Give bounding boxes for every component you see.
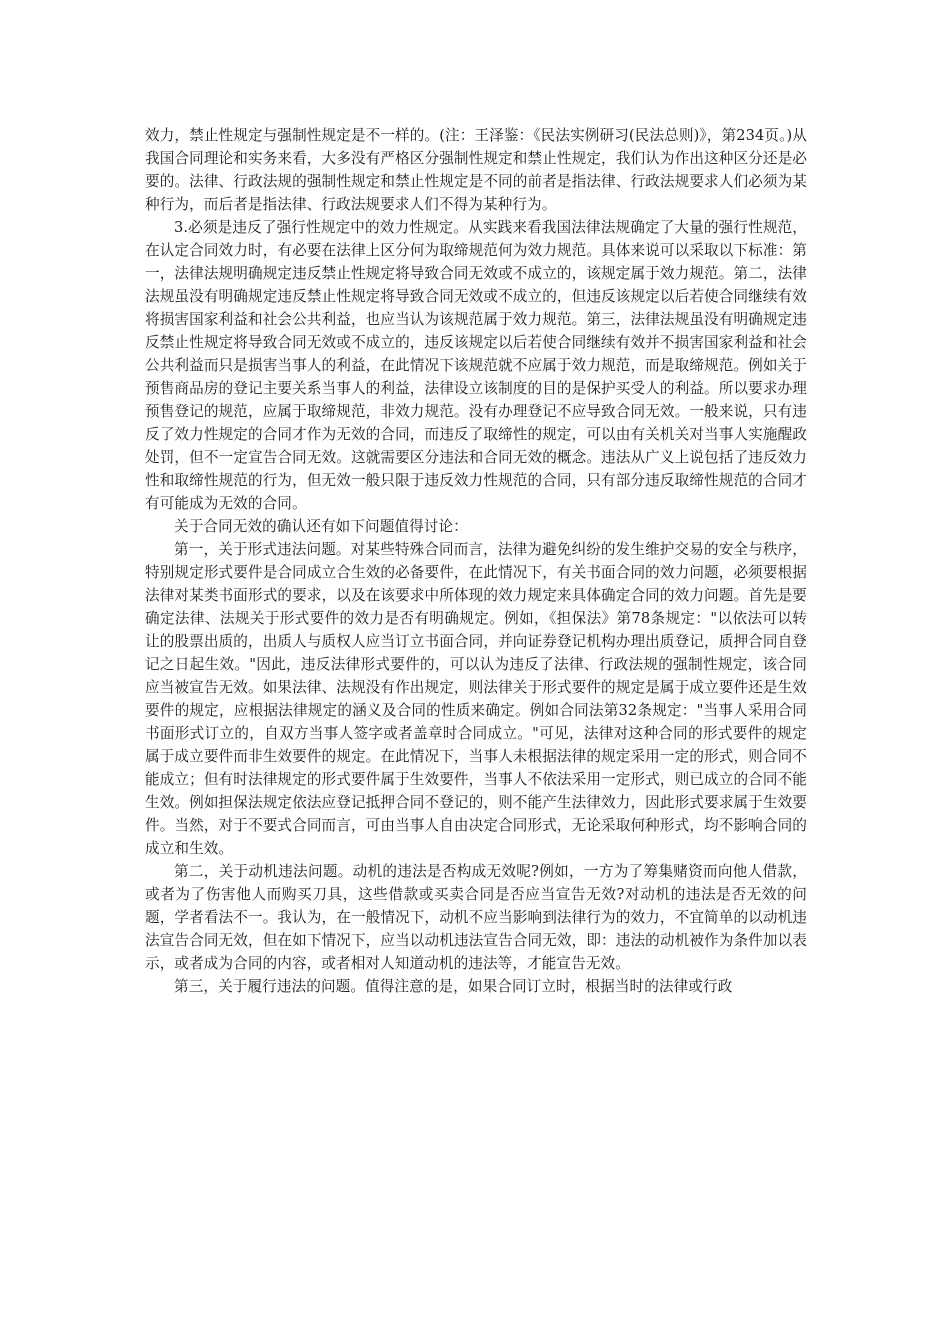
paragraph-5: 第二，关于动机违法问题。动机的违法是否构成无效呢?例如，一方为了筹集赌资而向他人借款，或者为了伤害他人而购买刀具，这些借款或买卖合同是否应当宣告无效?对动机的违法是否无效的问题，学者看法不一。我认为，在一般情况下，动机不应当影响到法律行为的效力，不宜简单的以动机违法宣告合同无效，但在如下情况下，应当以动机违法宣告合同无效，即：违法的动机被作为条件加以表示，或者成为合同的内容，或者相对人知道动机的违法等，才能宣告无效。 — [145, 863, 807, 972]
paragraph-2: 3.必须是违反了强行性规定中的效力性规定。从实践来看我国法律法规确定了大量的强行性规范，在认定合同效力时，有必要在法律上区分何为取缔规范何为效力规范。具体来说可以采取以下标准：第一，法律法规明确规定违反禁止性规定将导致合同无效或不成立的，该规定属于效力规范。第二，法律法规虽没有明确规定违反禁止性规定将导致合同无效或不成立的，但违反该规定以后若使合同继续有效将损害国家利益和社会公共利益，也应当认为该规范属于效力规范。第三，法律法规虽没有明确规定违反禁止性规定将导致合同无效或不成立的，违反该规定以后若使合同继续有效并不损害国家利益和社会公共利益而只是损害当事人的利益，在此情况下该规范就不应属于效力规范，而是取缔规范。例如关于预售商品房的登记主要关系当事人的利益，法律设立该制度的目的是保护买受人的利益。所以要求办理预售登记的规范，应属于取缔规范，非效力规范。没有办理登记不应导致合同无效。一般来说，只有违反了效力性规定的合同才作为无效的合同，而违反了取缔性的规定，可以由有关机关对当事人实施醒政处罚，但不一定宣告合同无效。这就需要区分违法和合同无效的概念。违法从广义上说包括了违反效力性和取缔性规范的行为，但无效一般只限于违反效力性规范的合同，只有部分违反取缔性规范的合同才有可能成为无效的合同。 — [145, 219, 807, 512]
document-page — [145, 124, 807, 998]
paragraph-1: 效力，禁止性规定与强制性规定是不一样的。(注：王泽鉴：《民法实例研习(民法总则)》，第234页。)从我国合同理论和实务来看，大多没有严格区分强制性规定和禁止性规定，我们认为作出这种区分还是必要的。法律、行政法规的强制性规定和禁止性规定是不同的前者是指法律、行政法规要求人们必须为某种行为，而后者是指法律、行政法规要求人们不得为某种行为。 — [145, 127, 807, 213]
paragraph-6: 第三，关于履行违法的问题。值得注意的是，如果合同订立时，根据当时的法律或行政 — [174, 978, 733, 995]
paragraph-4: 第一，关于形式违法问题。对某些特殊合同而言，法律为避免纠纷的发生维护交易的安全与秩序，特别规定形式要件是合同成立合生效的必备要件，在此情况下，有关书面合同的效力问题，必须要根据法律对某类书面形式的要求，以及在该要求中所体现的效力规定来具体确定合同的效力问题。首先是要确定法律、法规关于形式要件的效力是否有明确规定。例如，《担保法》第78条规定："以依法可以转让的股票出质的，出质人与质权人应当订立书面合同，并向证券登记机构办理出质登记，质押合同自登记之日起生效。"因此，违反法律形式要件的，可以认为违反了法律、行政法规的强制性规定，该合同应当被宣告无效。如果法律、法规没有作出规定，则法律关于形式要件的规定是属于成立要件还是生效要件的规定，应根据法律规定的涵义及合同的性质来确定。例如合同法第32条规定："当事人采用合同书面形式订立的，自双方当事人签字或者盖章时合同成立。"可见，法律对这种合同的形式要件的规定属于成立要件而非生效要件的规定。在此情况下，当事人未根据法律的规定采用一定的形式，则合同不能成立；但有时法律规定的形式要件属于生效要件，当事人不依法采用一定形式，则已成立的合同不能生效。例如担保法规定依法应登记抵押合同不登记的，则不能产生法律效力，因此形式要求属于生效要件。当然，对于不要式合同而言，可由当事人自由决定合同形式，无论采取何种形式，均不影响合同的成立和生效。 — [145, 541, 807, 857]
paragraph-3: 关于合同无效的确认还有如下问题值得讨论： — [174, 518, 468, 535]
